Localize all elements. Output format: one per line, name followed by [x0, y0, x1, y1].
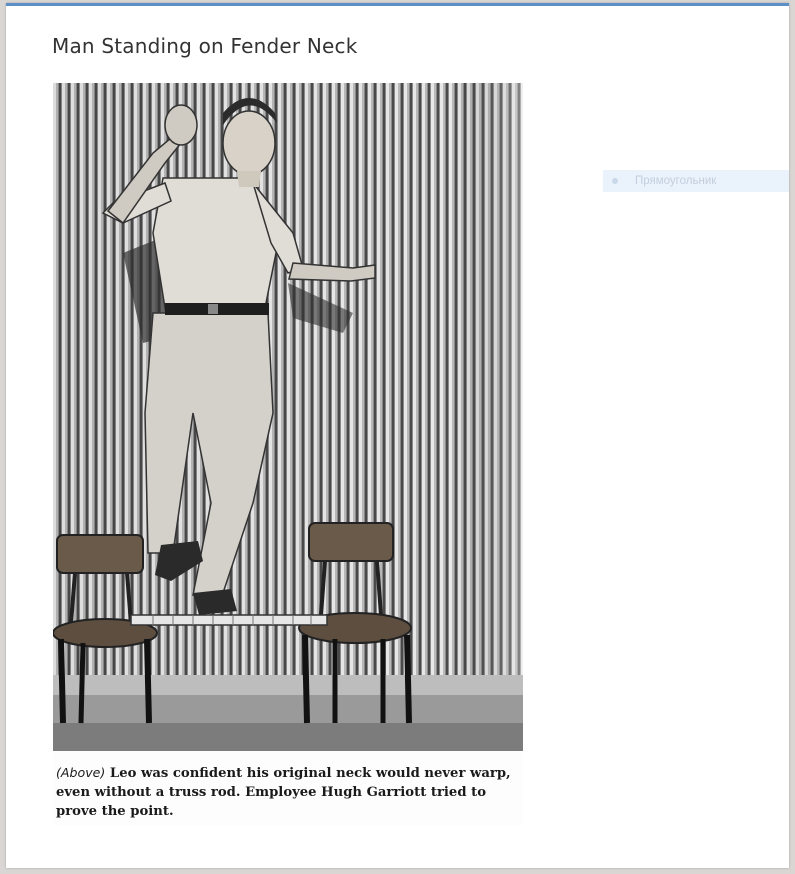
photo-frame [53, 83, 523, 825]
photo-illustration [53, 83, 523, 751]
page-title: Man Standing on Fender Neck [52, 34, 358, 58]
photo-caption [56, 763, 516, 821]
caption-text: Leo was confident his original neck would never warp, even without a truss rod. Employee Hugh Garriott tried to prove the point. [56, 766, 511, 819]
photo [53, 83, 523, 751]
overlay-label: Прямоугольник [635, 175, 717, 187]
dot-icon [612, 178, 618, 184]
caption-lead: (Above) [56, 765, 106, 780]
rectangle-overlay-chip[interactable] [603, 170, 789, 192]
content-card [6, 3, 789, 868]
